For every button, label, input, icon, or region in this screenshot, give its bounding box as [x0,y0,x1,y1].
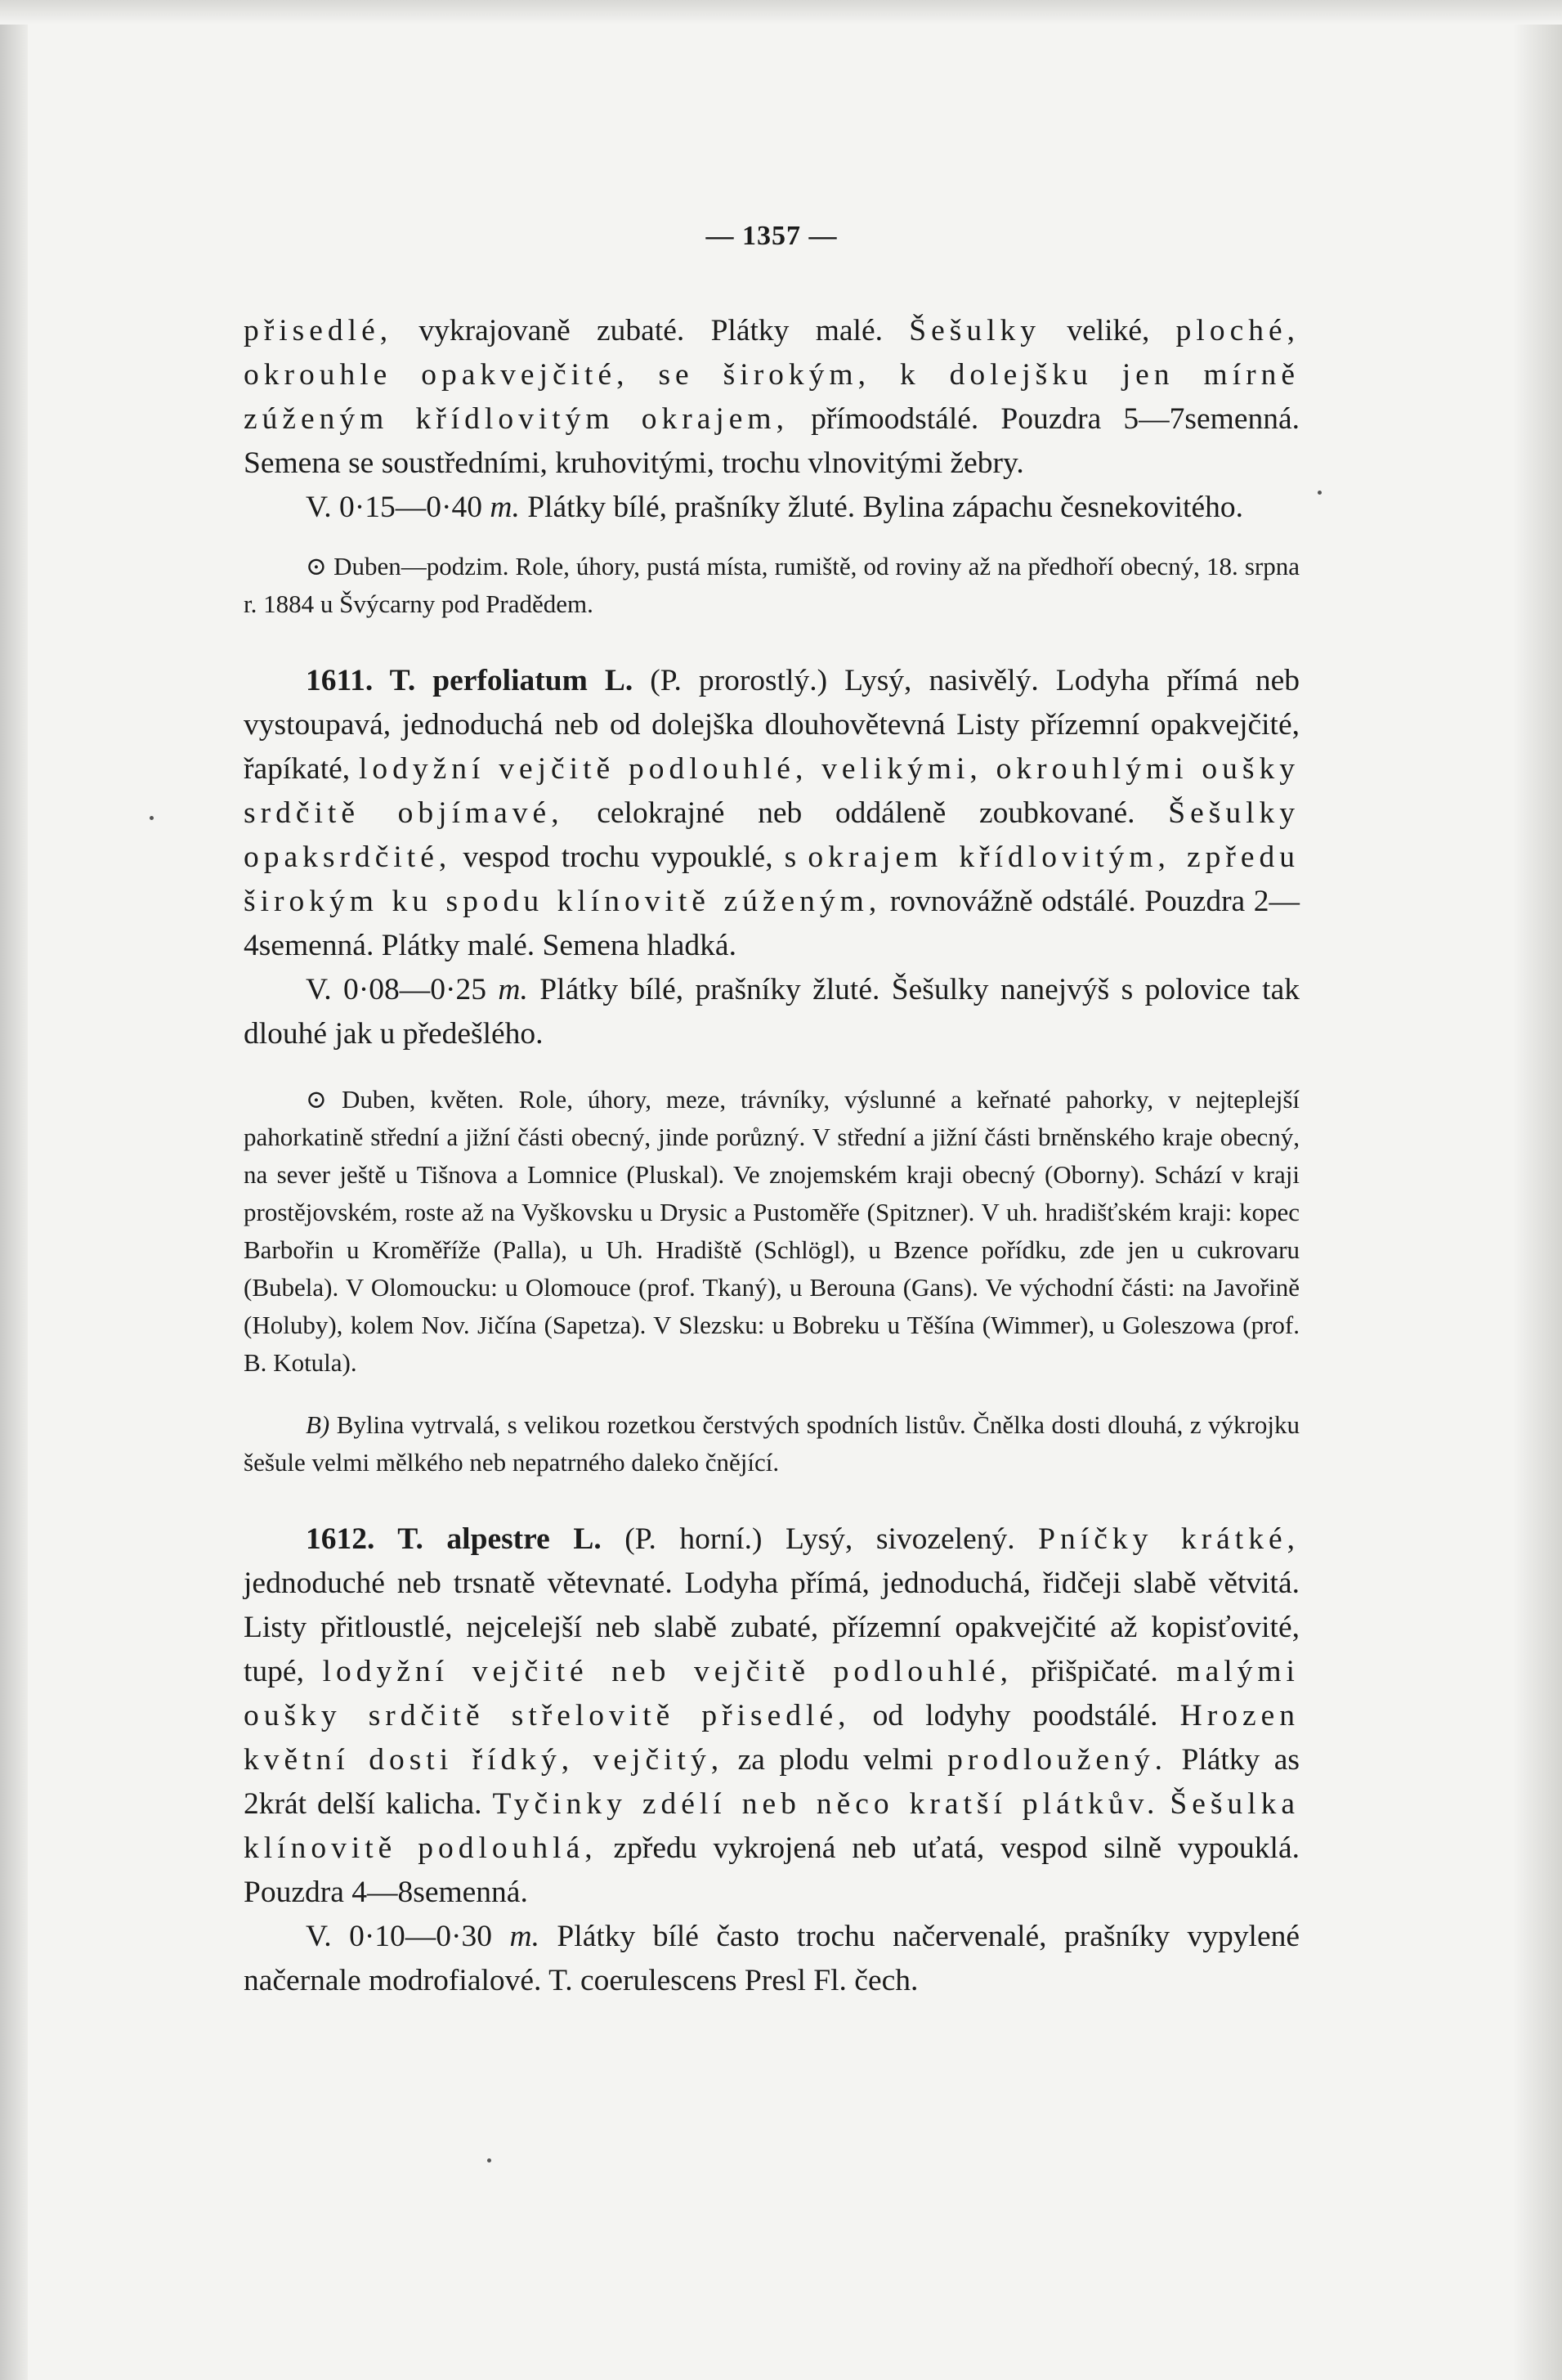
scan-edge-left [0,0,28,2380]
text-run: (P. prorostlý.) Lysý, nasivělý. Lodyha přímá neb vystoupavá, jednoduchá neb od dolejška dlouhovětevná Listy přízemní opakvejčité, řapíkaté, [244,664,1300,786]
text-run: Hrozen květní dosti řídký, vejčitý, [244,1699,1300,1777]
text-run: Šešulka klínovitě podlouhlá, [244,1787,1300,1865]
text-run: veliké, [1041,314,1176,347]
text-run: V. 0·15—0·40 [306,491,490,524]
text-run: jednoduché neb trsnatě větevnaté. Lodyha přímá, jednoduchá, řidčeji slabě větvitá. Listy přitloustlé, nejcelejší neb slabě zubaté, přízemní opakvejčité až kopisťovité, tupé, [244,1566,1300,1688]
text-run: Bylina vytrvalá, s velikou rozetkou čerstvých spodních listův. Čnělka dosti dlouhá, z výkrojku šešule velmi mělkého neb nepatrného daleko čnějící. [244,1410,1300,1477]
text-run: od lodyhy poodstálé. [850,1699,1180,1732]
text-run: (P. horní.) Lysý, sivozelený. [601,1522,1039,1556]
text-run: Plátky bílé, prašníky žluté. Šešulky nanejvýš s polovice tak dlouhé jak u předešlého. [244,973,1300,1051]
text-run: Šešulky opaksrdčité, [244,796,1300,874]
text-run: okrajem křídlovitým, zpředu širokým ku spodu klínovitě zúženým, [244,840,1300,918]
species-1612-size-colour [244,1915,1300,2003]
scan-edge-top [0,0,1562,25]
species-1611-description [244,659,1300,968]
text-run: m. [509,1920,539,1953]
text-run: vespod trochu vypouklé, s [451,840,808,874]
text-run: za plodu velmi [723,1743,948,1777]
text-run: Šešulky [909,314,1041,347]
text-run: lodyžní vejčité neb vejčitě podlouhlé, [322,1655,1013,1688]
species-1610-description-end [244,309,1300,486]
text-run: V. 0·08—0·25 [306,973,499,1006]
text-run: V. 0·10—0·30 [306,1920,510,1953]
species-1610-size-colour [244,486,1300,530]
text-run: ⊙ Duben, květen. Role, úhory, meze, trávníky, výslunné a keřnaté pahorky, v nejteplejší pahorkatině střední a jižní části obecný, jinde porůzný. V střední a jižní části brněnského kraje obecný, na sever ještě u Tišnova a Lomnice (Pluskal). Ve znojemském kraji obecný (Oborny). Schází v kraji prostějovském, roste až na Vyškovsku u Drysic a Pustoměře (Spitzner). V uh. hradišťském kraji: kopec Barbořin u Kroměříže (Palla), u Uh. Hradiště (Schlögl), u Bzence pořídku, zde jen u cukrovaru (Bubela). V Olomoucku: u Olomouce (prof. Tkaný), u Berouna (Gans). Ve východní části: na Javořině (Holuby), kolem Nov. Jičína (Sapetza). V Slezsku: u Bobreku u Těšína (Wimmer), u Goleszowa (prof. B. Kotula). [244,1085,1300,1377]
page-number: — 1357 — [705,221,838,251]
text-run: Plátky as 2krát delší kalicha. [244,1743,1300,1821]
text-run: B) [306,1410,330,1439]
speck [150,816,154,820]
text-run: prodloužený. [947,1743,1167,1777]
text-run: 1611. T. perfoliatum L. [306,664,633,697]
species-1611-size-colour [244,968,1300,1056]
text-run: Plátky bílé často trochu načervenalé, prašníky vypylené načernale modrofialové. T. coerulescens Presl Fl. čech. [244,1920,1300,1997]
speck [487,2158,491,2163]
text-run: Tyčinky zdélí neb něco kratší plátkův. [492,1787,1160,1821]
text-run: přímoodstálé. Pouzdra 5—7semenná. Semena se soustředními, kruhovitými, trochu vlnovitými žebry. [244,402,1300,480]
text-run: m. [498,973,528,1006]
species-1610-distribution [244,548,1300,623]
text-run: Plátky bílé, prašníky žluté. Bylina zápachu česnekovitého. [519,491,1243,524]
scan-edge-right [1513,0,1562,2380]
text-run: Pníčky krátké, [1038,1522,1300,1556]
text-run: 1612. T. alpestre L. [306,1522,602,1556]
text-run: m. [490,491,520,524]
text-run [1159,1787,1170,1821]
page-content [244,221,1300,2003]
text-run: přisedlé, [244,314,393,347]
species-1611-distribution [244,1081,1300,1382]
text-run: malými oušky srdčitě střelovitě přisedlé, [244,1655,1300,1732]
species-1612-description [244,1517,1300,1915]
text-run: rovnovážně odstálé. Pouzdra 2—4semenná. Plátky malé. Semena hladká. [244,885,1300,962]
text-run: lodyžní vejčitě podlouhlé, velikými, okrouhlými oušky srdčitě objímavé, [244,752,1300,830]
group-b-note [244,1406,1300,1481]
speck [1318,491,1322,495]
text-run: ploché, okrouhle opakvejčité, se širokým, k dolejšku jen mírně zúženým křídlovitým okrajem, [244,314,1300,436]
text-run: vykrajovaně zubaté. Plátky malé. [392,314,910,347]
text-run: přišpičaté. [1012,1655,1177,1688]
text-run: zpředu vykrojená neb uťatá, vespod silně vypouklá. Pouzdra 4—8semenná. [244,1831,1300,1909]
text-run: ⊙ Duben—podzim. Role, úhory, pustá místa, rumiště, od roviny až na předhoří obecný, 18. srpna r. 1884 u Švýcarny pod Pradědem. [244,552,1300,618]
text-run: celokrajné neb oddáleně zoubkované. [563,796,1169,830]
